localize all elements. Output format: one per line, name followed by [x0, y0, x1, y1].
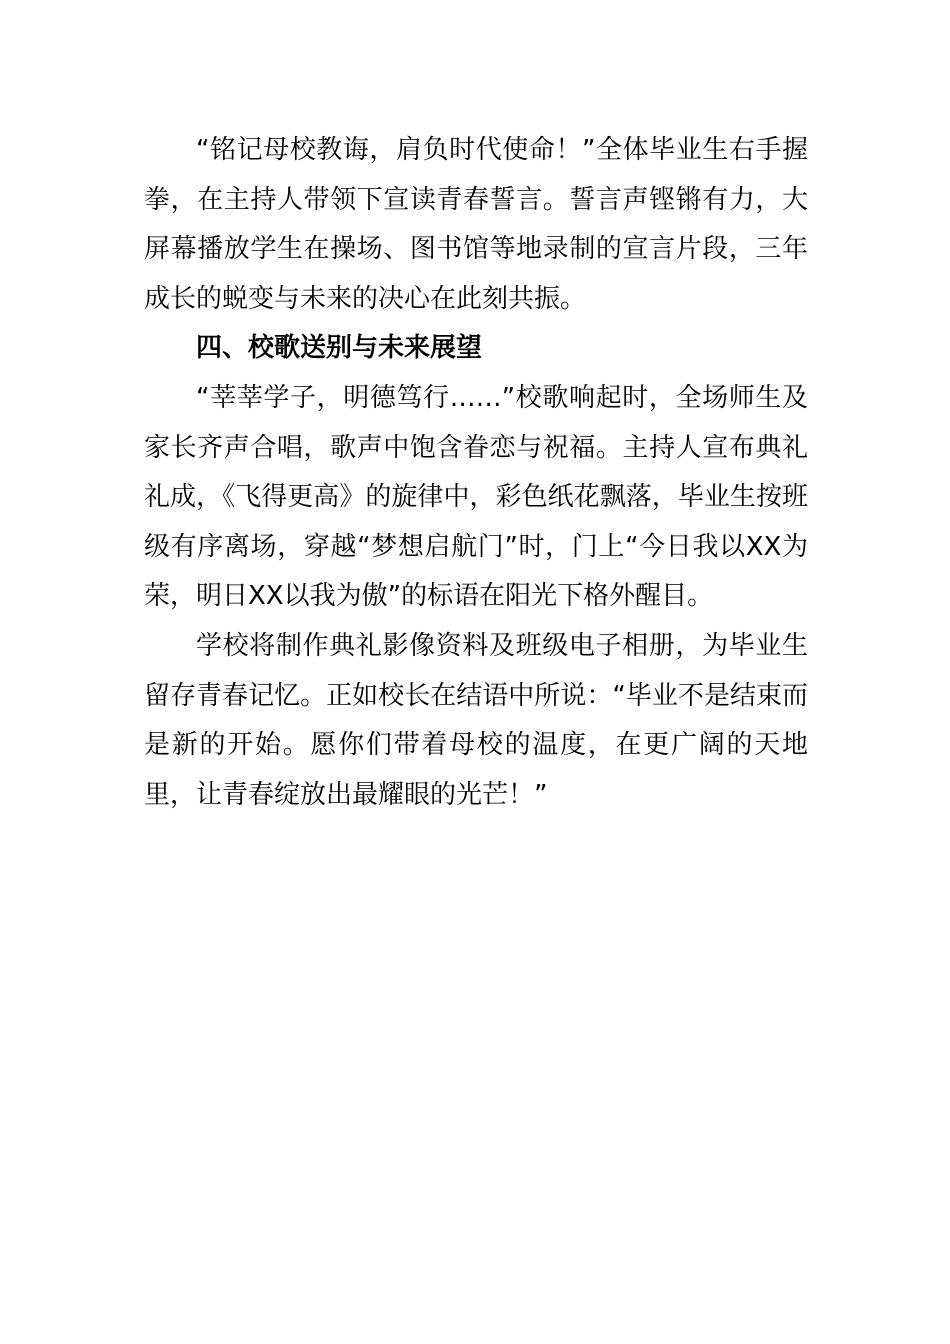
section-heading: 四、校歌送别与未来展望: [196, 333, 483, 364]
paragraph-closing: 学校将制作典礼影像资料及班级电子相册，为毕业生留存青春记忆。正如校长在结语中所说：“毕业不是结束而是新的开始。愿你们带着母校的温度，在更广阔的天地里，让青春绽放出最耀眼的光芒！”: [144, 630, 808, 810]
paragraph-oath: “铭记母校教诲，肩负时代使命！”全体毕业生右手握拳，在主持人带领下宣读青春誓言。誓言声铿锵有力，大屏幕播放学生在操场、图书馆等地录制的宣言片段，三年成长的蜕变与未来的决心在此刻共振。: [144, 135, 808, 314]
document-body: [144, 126, 808, 820]
paragraph-school-song: “莘莘学子，明德笃行……”校歌响起时，全场师生及家长齐声合唱，歌声中饱含眷恋与祝福。主持人宣布典礼礼成，《飞得更高》的旋律中，彩色纸花飘落，毕业生按班级有序离场，穿越“梦想启航门”时，门上“今日我以XX为荣，明日XX以我为傲”的标语在阳光下格外醒目。: [144, 382, 808, 612]
